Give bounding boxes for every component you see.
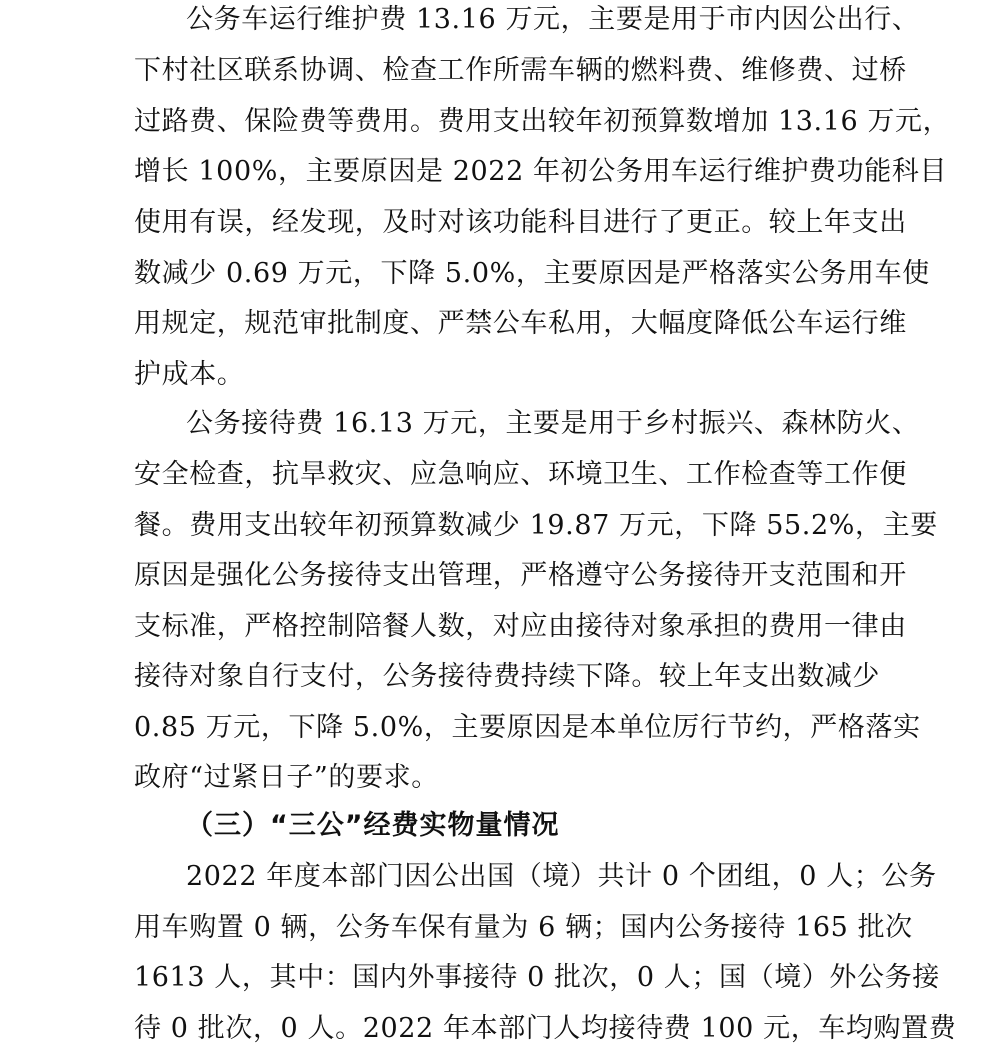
paragraph-line: 用车购置 0 辆，公务车保有量为 6 辆；国内公务接待 165 批次	[134, 912, 913, 943]
paragraph-line: 用规定，规范审批制度、严禁公车私用，大幅度降低公车运行维	[134, 308, 907, 339]
paragraph-line: 政府“过紧日子”的要求。	[134, 762, 439, 793]
paragraph-line: 增长 100%，主要原因是 2022 年初公务用车运行维护费功能科目	[134, 156, 948, 187]
paragraph-line: 0.85 万元，下降 5.0%，主要原因是本单位厉行节约，严格落实	[134, 712, 921, 743]
paragraph-line: 过路费、保险费等费用。费用支出较年初预算数增加 13.16 万元，	[134, 106, 951, 137]
paragraph-line: 安全检查，抗旱救灾、应急响应、环境卫生、工作检查等工作便	[134, 459, 907, 490]
paragraph-line: 餐。费用支出较年初预算数减少 19.87 万元，下降 55.2%，主要	[134, 510, 938, 541]
paragraph-line: 1613 人，其中：国内外事接待 0 批次，0 人；国（境）外公务接	[134, 962, 940, 993]
paragraph-line: 接待对象自行支付，公务接待费持续下降。较上年支出数减少	[134, 661, 880, 692]
paragraph-line: 2022 年度本部门因公出国（境）共计 0 个团组，0 人；公务	[186, 861, 937, 892]
paragraph-line: 待 0 批次，0 人。2022 年本部门人均接待费 100 元，车均购置费	[134, 1013, 957, 1044]
section-heading: （三）“三公”经费实物量情况	[186, 810, 560, 841]
paragraph-line: 公务车运行维护费 13.16 万元，主要是用于市内因公出行、	[186, 4, 920, 35]
paragraph-line: 护成本。	[134, 359, 245, 390]
paragraph-line: 使用有误，经发现，及时对该功能科目进行了更正。较上年支出	[134, 207, 907, 238]
paragraph-line: 公务接待费 16.13 万元，主要是用于乡村振兴、森林防火、	[186, 408, 920, 439]
paragraph-line: 原因是强化公务接待支出管理，严格遵守公务接待开支范围和开	[134, 560, 907, 591]
paragraph-line: 下村社区联系协调、检查工作所需车辆的燃料费、维修费、过桥	[134, 55, 907, 86]
paragraph-line: 数减少 0.69 万元，下降 5.0%，主要原因是严格落实公务用车使	[134, 258, 930, 289]
paragraph-line: 支标准，严格控制陪餐人数，对应由接待对象承担的费用一律由	[134, 611, 907, 642]
